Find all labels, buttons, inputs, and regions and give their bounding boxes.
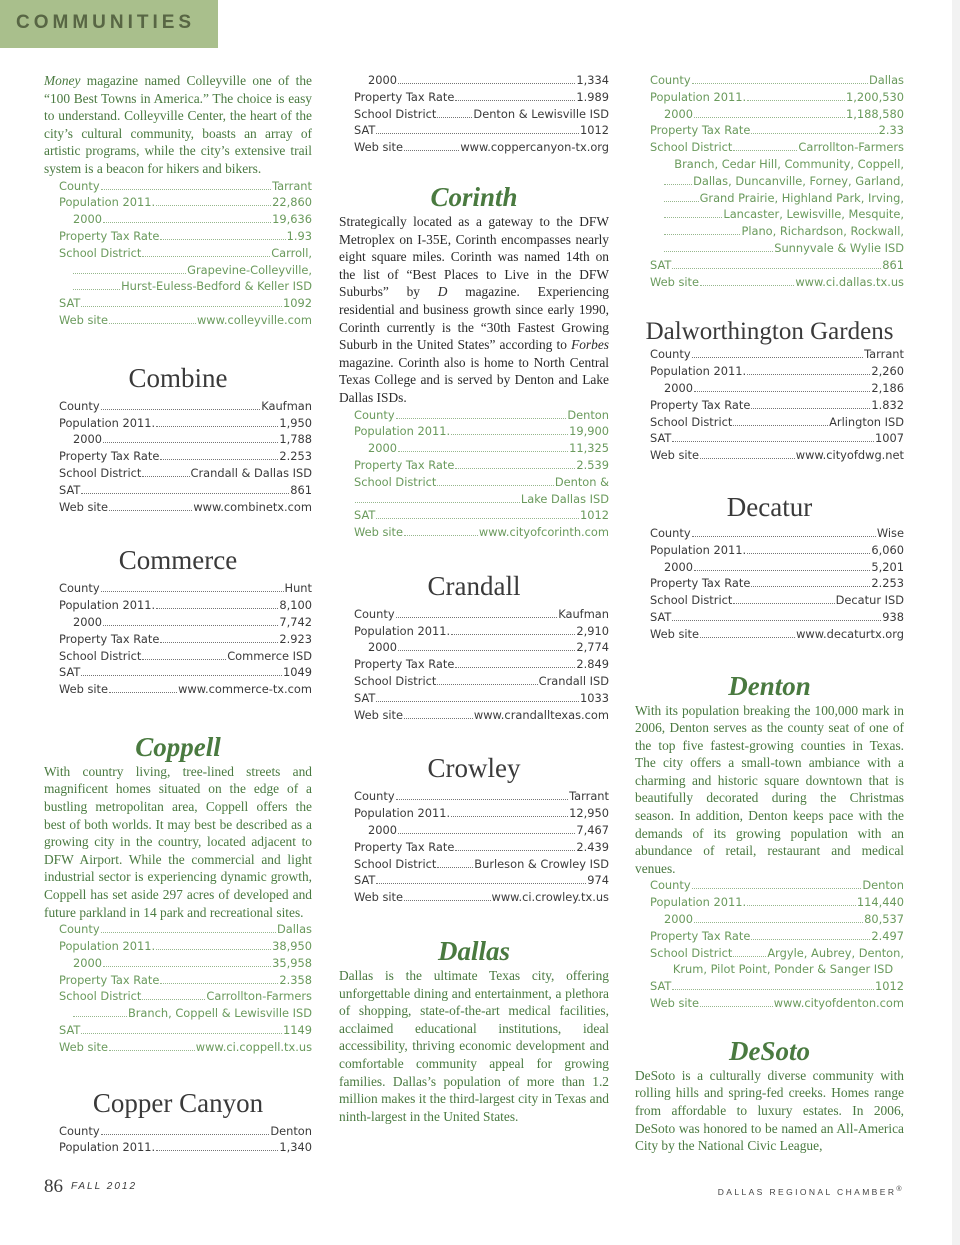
web-link[interactable]: www.cityofdenton.com — [773, 996, 904, 1011]
corinth-stats — [354, 407, 609, 541]
stat-row: Lancaster, Lewisville, Mesquite, — [650, 206, 904, 223]
dot-leader — [103, 625, 278, 626]
dot-leader — [81, 493, 289, 494]
stat-row: 2000 1,788 — [73, 432, 312, 447]
dot-leader — [376, 518, 579, 519]
dot-leader — [160, 459, 278, 460]
stat-row: School District Burleson & Crowley ISD — [354, 856, 609, 871]
denton-stats — [650, 877, 904, 1011]
dot-leader — [376, 883, 586, 884]
dot-leader — [156, 608, 278, 609]
dot-leader — [664, 184, 692, 185]
stat-row: County Denton — [354, 407, 609, 422]
stat-row: School District Carrollton-Farmers — [650, 140, 904, 155]
dot-leader — [451, 634, 575, 635]
stat-row: Web site www.combinetx.com — [59, 499, 312, 514]
stat-row: Property Tax Rate 2.849 — [354, 657, 609, 672]
stat-row: Population 2011. 19,900 — [354, 424, 609, 439]
city-heading-crowley: Crowley — [427, 753, 521, 784]
dot-leader — [694, 570, 870, 571]
dot-leader — [101, 1134, 270, 1135]
stat-row: Plano, Richardson, Rockwall, — [650, 223, 904, 240]
dot-leader — [109, 323, 196, 324]
dot-leader — [692, 83, 868, 84]
stat-row: SAT 1012 — [354, 508, 609, 523]
dot-leader — [156, 1150, 278, 1151]
dot-leader — [672, 620, 881, 621]
coppell-stats — [59, 921, 312, 1055]
stat-row: Property Tax Rate 2.497 — [650, 928, 904, 943]
dot-leader — [81, 306, 282, 307]
stat-row: Property Tax Rate 2.253 — [59, 449, 312, 464]
stat-web: Web site www.colleyville.com — [59, 312, 312, 327]
stat-row: 2000 5,201 — [664, 559, 904, 574]
stat-row: School District Carrollton-Farmers — [59, 989, 312, 1004]
stat-row: Property Tax Rate 2.923 — [59, 631, 312, 646]
dot-leader — [692, 536, 876, 537]
stat-row: Web site www.commerce-tx.com — [59, 682, 312, 697]
dot-leader — [398, 650, 575, 651]
copper-canyon-stats-b — [354, 72, 609, 156]
city-heading-dalworthington: Dalworthington Gardens — [645, 318, 894, 346]
dot-leader — [700, 458, 795, 459]
dot-leader — [109, 510, 192, 511]
stat-row: School District Arlington ISD — [650, 414, 904, 429]
dot-leader — [156, 426, 278, 427]
stat-row: 2000 7,467 — [368, 823, 609, 838]
stat-row: SAT 1012 — [650, 979, 904, 994]
dot-leader — [355, 502, 520, 503]
stat-row: Krum, Pilot Point, Ponder & Sanger ISD — [672, 962, 894, 977]
dot-leader — [103, 222, 271, 223]
dot-leader — [109, 1050, 195, 1051]
stat-row: Web site www.cityofcorinth.com — [354, 525, 609, 540]
stat-row: Population 2011. 1,950 — [59, 415, 312, 430]
stat-row: 2000 11,325 — [368, 441, 609, 456]
stat-row: Web site www.crandalltexas.com — [354, 707, 609, 722]
colleyville-intro — [44, 72, 312, 178]
city-heading-commerce: Commerce — [118, 545, 238, 576]
web-link[interactable]: www.ci.dallas.tx.us — [795, 274, 904, 289]
page-footer-right — [718, 1185, 904, 1197]
stat-row: 2000 80,537 — [664, 912, 904, 927]
dallas-stats — [650, 72, 904, 290]
coppell-body: With country living, tree-lined streets and magnificent homes situated on the edge of a bustling metropolitan area, Coppell offers the best of both worlds. It may best be described as a growing city in the country, located adjacent to DFW Airport. While the commercial and light industrial sector is experiencing dynamic growth, Coppell has set aside 297 acres of developed and future parkland in 14 park and recreational sites. — [44, 763, 312, 920]
dot-leader — [751, 133, 877, 134]
dot-leader — [142, 999, 205, 1000]
stat-row: Web site www.ci.crowley.tx.us — [354, 890, 609, 905]
stat-row: Lake Dallas ISD — [354, 491, 609, 508]
web-link[interactable]: www.coppercanyon-tx.org — [460, 140, 609, 155]
city-heading-crandall: Crandall — [427, 570, 521, 601]
denton-body: With its population breaking the 100,000 mark in 2006, Denton serves as the county seat of one of the top five fastest-growing counties in Texas. The city offers a small-town ambiance with a charming and historic square downtown that is beautifully decorated during the Christmas season. In addition, Denton keeps pace with the demands of its growing population with an abundance of retail, restaurant and medical venues. — [635, 702, 904, 876]
column-3 — [635, 72, 904, 1155]
dot-leader — [747, 100, 845, 101]
stat-row: County Dallas — [59, 922, 312, 937]
issue-label: FALL 2012 — [71, 1181, 138, 1192]
stat-row: Property Tax Rate 1.832 — [650, 397, 904, 412]
stat-row: Property Tax Rate 1.989 — [354, 89, 609, 104]
city-heading-denton: Denton — [728, 670, 811, 701]
dot-leader — [747, 905, 856, 906]
stat-row: 2000 35,958 — [73, 955, 312, 970]
stat-row: School District Crandall ISD — [354, 674, 609, 689]
page-footer-left — [44, 1176, 137, 1198]
stat-row: Population 2011. 8,100 — [59, 598, 312, 613]
stat-district-cont: Grapevine-Colleyville, — [59, 262, 312, 279]
copper-canyon-stats-a — [59, 1123, 312, 1157]
web-link[interactable]: www.commerce-tx.com — [178, 682, 312, 697]
dot-leader — [692, 357, 864, 358]
city-heading-dallas: Dallas — [437, 936, 510, 967]
page-edge — [952, 0, 960, 1245]
dot-leader — [396, 799, 569, 800]
dot-leader — [455, 667, 575, 668]
stat-row: SAT 1012 — [354, 123, 609, 138]
dot-leader — [747, 553, 870, 554]
dot-leader — [733, 956, 766, 957]
magazine-name: Money — [44, 73, 81, 88]
stat-population-2000: 2000 19,636 — [73, 212, 312, 227]
dot-leader — [455, 468, 575, 469]
web-link[interactable]: www.ci.coppell.tx.us — [195, 1039, 312, 1054]
stat-row: Property Tax Rate 2.253 — [650, 576, 904, 591]
dot-leader — [700, 1006, 773, 1007]
desoto-body: DeSoto is a culturally diverse community with rolling hills and spring-fed creeks. Homes range from affordable to luxury estates. In 2006, DeSoto was honored to be named an All-America City by the National Civic League, — [635, 1067, 904, 1154]
dalworthington-stats — [650, 346, 904, 464]
publisher-label: DALLAS REGIONAL CHAMBER — [717, 1186, 897, 1197]
stat-row: School District Denton & Lewisville ISD — [354, 106, 609, 121]
stat-row: School District Decatur ISD — [650, 593, 904, 608]
stat-population: Population 2011. 22,860 — [59, 195, 312, 210]
dot-leader — [101, 932, 276, 933]
stat-row: SAT 861 — [650, 257, 904, 272]
dot-leader — [694, 117, 845, 118]
dot-leader — [733, 425, 828, 426]
stat-row: Sunnyvale & Wylie ISD — [650, 240, 904, 257]
corinth-body: Strategically located as a gateway to the DFW Metroplex on I-35E, Corinth encompasses nearly eight square miles. Corinth was named 14th on the list of “Best Places to Live in the DFW Suburbs” by D magazine. Experiencing residential and business growth since early 1990, Corinth currently is the “30th Fastest Growing Suburb in the United States” according to Forbes magazine. Corinth also is home to North Central Texas College and is served by Denton and Lake Dallas ISDs. — [339, 213, 609, 405]
stat-row: SAT 1007 — [650, 431, 904, 446]
dot-leader — [455, 850, 575, 851]
dot-leader — [142, 476, 189, 477]
web-link[interactable]: www.cityofcorinth.com — [478, 525, 609, 540]
column-2 — [339, 72, 609, 1125]
dot-leader — [694, 922, 863, 923]
dot-leader — [733, 150, 797, 151]
web-link[interactable]: www.combinetx.com — [193, 499, 312, 514]
stat-row: County Dallas — [650, 73, 904, 87]
dot-leader — [160, 642, 278, 643]
stat-row: 2000 2,774 — [368, 640, 609, 655]
dot-leader — [700, 637, 795, 638]
stat-row: Property Tax Rate 2.33 — [650, 123, 904, 138]
dot-leader — [404, 900, 491, 901]
dot-leader — [672, 441, 874, 442]
stat-row: Branch, Coppell & Lewisville ISD — [59, 1005, 312, 1022]
stat-row: SAT 938 — [650, 609, 904, 624]
dot-leader — [733, 603, 834, 604]
dot-leader — [700, 285, 794, 286]
stat-row: County Wise — [650, 525, 904, 540]
combine-stats — [59, 398, 312, 516]
stat-row: Dallas, Duncanville, Forney, Garland, — [650, 173, 904, 190]
city-heading-corinth: Corinth — [430, 181, 518, 212]
stat-row: County Kaufman — [59, 398, 312, 413]
web-link[interactable]: www.colleyville.com — [196, 312, 312, 327]
dot-leader — [160, 239, 285, 240]
dot-leader — [142, 659, 226, 660]
stat-row: School District Crandall & Dallas ISD — [59, 465, 312, 480]
stat-row: SAT 1033 — [354, 690, 609, 705]
dot-leader — [156, 205, 271, 206]
stat-row: Property Tax Rate 2.539 — [354, 457, 609, 472]
dot-leader — [751, 408, 870, 409]
section-tag — [0, 0, 218, 48]
stat-row: Web site www.cityofdenton.com — [650, 996, 904, 1011]
stat-row: 2000 1,334 — [368, 73, 609, 87]
page-number: 86 — [44, 1176, 63, 1197]
dot-leader — [376, 133, 579, 134]
stat-row: SAT 1149 — [59, 1023, 312, 1038]
dot-leader — [81, 1033, 282, 1034]
dot-leader — [398, 451, 568, 452]
stat-row: County Hunt — [59, 581, 312, 596]
city-heading-desoto: DeSoto — [729, 1035, 810, 1066]
dot-leader — [437, 485, 553, 486]
dot-leader — [455, 100, 575, 101]
stat-row: County Denton — [650, 878, 904, 893]
dot-leader — [101, 591, 284, 592]
stat-row: Population 2011. 2,910 — [354, 623, 609, 638]
stat-row: Web site www.coppercanyon-tx.org — [354, 140, 609, 155]
crandall-stats — [354, 606, 609, 724]
stat-row: SAT 1049 — [59, 665, 312, 680]
stat-row: 2000 7,742 — [73, 614, 312, 629]
stat-sat: SAT 1092 — [59, 296, 312, 311]
web-link[interactable]: www.ci.crowley.tx.us — [491, 890, 609, 905]
stat-row: School District Argyle, Aubrey, Denton, — [650, 945, 904, 960]
dot-leader — [664, 217, 722, 218]
crowley-stats — [354, 788, 609, 906]
stat-county: County Tarrant — [59, 178, 312, 193]
dot-leader — [156, 949, 271, 950]
dot-leader — [81, 675, 282, 676]
dot-leader — [451, 434, 568, 435]
web-link[interactable]: www.decaturtx.org — [796, 626, 904, 641]
stat-row: County Tarrant — [354, 789, 609, 804]
column-1 — [44, 72, 312, 1156]
dot-leader — [376, 701, 579, 702]
stat-row: School District Denton & — [354, 474, 609, 489]
dot-leader — [437, 117, 472, 118]
stat-row: 2000 1,188,580 — [664, 106, 904, 121]
colleyville-stats — [59, 178, 312, 329]
stat-tax: Property Tax Rate 1.93 — [59, 228, 312, 243]
dot-leader — [751, 586, 870, 587]
web-link[interactable]: www.cityofdwg.net — [795, 448, 904, 463]
city-heading-decatur: Decatur — [726, 491, 813, 522]
dot-leader — [142, 256, 270, 257]
dot-leader — [73, 1016, 127, 1017]
dot-leader — [664, 201, 699, 202]
stat-row: Property Tax Rate 2.439 — [354, 839, 609, 854]
stat-row: Web site www.decaturtx.org — [650, 626, 904, 641]
dot-leader — [109, 692, 177, 693]
stat-row: Population 2011. 1,340 — [59, 1140, 312, 1155]
web-link[interactable]: www.crandalltexas.com — [473, 707, 609, 722]
dot-leader — [751, 939, 870, 940]
registered-mark: ® — [896, 1185, 904, 1193]
dallas-body: Dallas is the ultimate Texas city, offering unforgettable dining and entertainment, a plethora of shopping, state-of-the-art medical facilities, acclaimed educational institutions, ideal accessibility, thriving economic development and comfortable community appeal for growing families. Dallas’s population of more than 1.2 million makes it the third-largest city in Texas and ninth-largest in the United States. — [339, 968, 609, 1124]
dot-leader — [692, 888, 862, 889]
stat-row: County Kaufman — [354, 606, 609, 621]
city-heading-coppell: Coppell — [135, 731, 221, 762]
stat-row: County Tarrant — [650, 347, 904, 362]
dot-leader — [101, 409, 261, 410]
dot-leader — [398, 83, 575, 84]
dot-leader — [103, 442, 278, 443]
stat-district-cont: Hurst-Euless-Bedford & Keller ISD — [59, 278, 312, 295]
dot-leader — [73, 273, 186, 274]
stat-row: County Denton — [59, 1123, 312, 1138]
colleyville-text: magazine named Colleyville one of the “100 Best Towns in America.” The choice is easy to understand. Colleyville Center, the heart of the city’s cultural community, boasts an array of artistic programs, while the city’s extensive trail system is a beacon for hikers and bikers. — [44, 73, 312, 176]
stat-row: Population 2011. 12,950 — [354, 806, 609, 821]
dot-leader — [404, 718, 473, 719]
stat-row: Web site www.ci.coppell.tx.us — [59, 1039, 312, 1054]
dot-leader — [398, 833, 575, 834]
dot-leader — [160, 983, 278, 984]
stat-row: Population 2011. 2,260 — [650, 364, 904, 379]
stat-row: SAT 861 — [59, 482, 312, 497]
dot-leader — [664, 234, 740, 235]
stat-row: 2000 2,186 — [664, 380, 904, 395]
dot-leader — [73, 289, 120, 290]
dot-leader — [437, 867, 473, 868]
city-heading-combine: Combine — [128, 362, 228, 393]
stat-row: Population 2011. 38,950 — [59, 939, 312, 954]
dot-leader — [694, 391, 870, 392]
dot-leader — [396, 617, 558, 618]
dot-leader — [404, 150, 459, 151]
stat-row: Web site www.ci.dallas.tx.us — [650, 274, 904, 289]
stat-row: Population 2011. 6,060 — [650, 542, 904, 557]
dot-leader — [664, 251, 773, 252]
dot-leader — [672, 989, 874, 990]
dot-leader — [672, 268, 881, 269]
stat-row: Grand Prairie, Highland Park, Irving, — [650, 190, 904, 207]
stat-row: Branch, Cedar Hill, Community, Coppell, — [674, 156, 904, 171]
city-heading-copper-canyon: Copper Canyon — [92, 1087, 264, 1118]
stat-row: Population 2011. 114,440 — [650, 895, 904, 910]
dot-leader — [103, 966, 271, 967]
stat-row: Population 2011. 1,200,530 — [650, 89, 904, 104]
stat-district: School District Carroll, — [59, 245, 312, 260]
commerce-stats — [59, 580, 312, 698]
dot-leader — [101, 189, 272, 190]
decatur-stats — [650, 525, 904, 643]
stat-row: SAT 974 — [354, 873, 609, 888]
dot-leader — [747, 374, 870, 375]
stat-row: School District Commerce ISD — [59, 648, 312, 663]
stat-row: Web site www.cityofdwg.net — [650, 448, 904, 463]
section-label: COMMUNITIES — [16, 12, 196, 33]
dot-leader — [396, 418, 567, 419]
dot-leader — [451, 816, 568, 817]
dot-leader — [437, 684, 537, 685]
stat-row: Property Tax Rate 2.358 — [59, 972, 312, 987]
dot-leader — [404, 535, 478, 536]
